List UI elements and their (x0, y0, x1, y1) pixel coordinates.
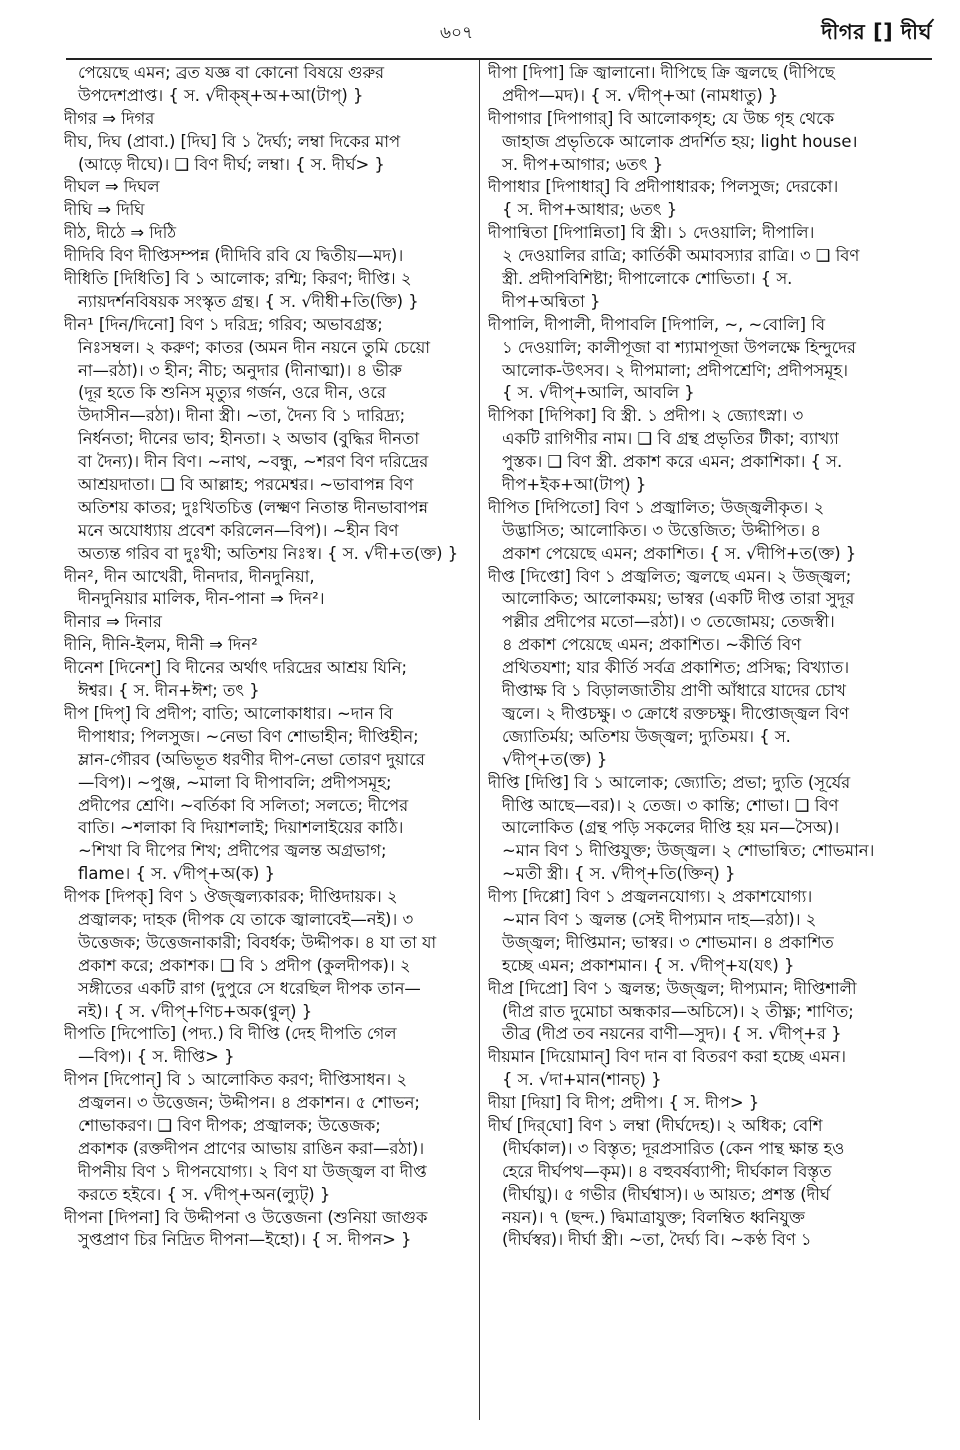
dictionary-entry-line: দীনি, দীনি-ইলম, দীনী ⇒ দিন² (64, 635, 258, 655)
dictionary-entry-line: দীধিতি [দিধিতি] বি ১ আলোক; রশ্মি; কিরণ; দীপ্তি। ২ (64, 269, 412, 289)
dictionary-entry-line: দীনেশ [দিনেশ্] বি দীনের অর্থাৎ দরিদ্রের আশ্রয় যিনি; (64, 658, 408, 678)
header-rule (66, 58, 932, 60)
entry-continuation-line: আলোকিত; আলোকময়; ভাস্বর (একটি দীপ্ত তারা সুদূর (502, 589, 855, 609)
entry-continuation-line: উদাসীন—রঠা)। দীনা স্ত্রী। ~তা, দৈন্য বি ১ দারিদ্র্য; (78, 406, 406, 426)
entry-continuation-line: না—রঠা)। ৩ হীন; নীচ; অনুদার (দীনাত্মা)। ৪ ভীরু (78, 360, 402, 380)
dictionary-entry-line: দীপান্বিতা [দিপান্নিতা] বি স্ত্রী। ১ দেওয়ালি; দীপালি। (488, 223, 815, 243)
entry-continuation-line: প্রজ্বালক; দাহক (দীপক যে তাকে জ্বালাবেই—নই)। ৩ (78, 909, 414, 929)
dictionary-entry-line: দীঘল ⇒ দিঘল (64, 177, 160, 197)
entry-continuation-line: ৪ প্রকাশ পেয়েছে এমন; প্রকাশিত। ~কীর্তি বিণ (502, 635, 802, 655)
guide-words: দীগর [] দীর্ঘ (821, 20, 932, 44)
dictionary-entry-line: দীপ্র [দিপ্রো] বিণ ১ জ্বলন্ত; উজ্জ্বল; দীপ্যমান; দীপ্তিশালী (488, 978, 857, 998)
dictionary-entry-line: দীনার ⇒ দিনার (64, 612, 162, 632)
dictionary-entry-line: দীয়মান [দিয়োমান্] বিণ দান বা বিতরণ করা হচ্ছে এমন। (488, 1047, 846, 1067)
entry-continuation-line: দীপ+অন্বিতা } (502, 291, 601, 311)
left-column (64, 62, 474, 1252)
entry-continuation-line: দীপ্তি আছে—বর)। ২ তেজ। ৩ কান্তি; শোভা। ❑ বিণ (502, 795, 839, 815)
page-number: ৬০৭ (440, 23, 474, 43)
entry-continuation-line: প্রথিতযশা; যার কীর্তি সর্বত্র প্রকাশিত; প্রসিদ্ধ; বিখ্যাত। (502, 658, 850, 678)
entry-continuation-line: √দীপ্+ত(ক্ত) } (502, 749, 608, 769)
entry-continuation-line: উপদেশপ্রাপ্ত। { স. √দীক্ষ্+অ+আ(টাপ্) } (78, 85, 364, 105)
entry-continuation-line: প্রজ্বলন। ৩ উত্তেজন; উদ্দীপন। ৪ প্রকাশন। ৫ শোভন; (78, 1093, 420, 1113)
entry-continuation-line: { স. দীপ+আধার; ৬তৎ } (502, 200, 678, 220)
dictionary-entry-line: দীপতি [দিপোতি] (পদ্য.) বি দীপ্তি (দেহ দীপতি গেল (64, 1024, 397, 1044)
entry-continuation-line: { স. √দীপ্+আলি, আবলি } (502, 383, 695, 403)
entry-continuation-line: উদ্ভাসিত; আলোকিত। ৩ উত্তেজিত; উদ্দীপিত। ৪ (502, 520, 822, 540)
entry-continuation-line: (দূর হতে কি শুনিস মৃত্যুর গর্জন, ওরে দীন, ওরে (78, 383, 386, 403)
entry-continuation-line: নিঃসম্বল। ২ করুণ; কাতর (অমন দীন নয়নে তুমি চেয়ো (78, 337, 431, 357)
entry-continuation-line: প্রদীপ—মদ)। { স. √দীপ্+আ (নামধাতু) } (502, 85, 779, 105)
entry-continuation-line: (দীর্ঘায়ু)। ৫ গভীর (দীর্ঘশ্বাস)। ৬ আয়ত; প্রশস্ত (দীর্ঘ (502, 1184, 831, 1204)
entry-continuation-line: অত্যন্ত গরিব বা দুঃখী; অতিশয় নিঃস্ব। { স. √দী+ত(ক্ত) } (78, 543, 459, 563)
entry-continuation-line: flame। { স. √দীপ্+অ(ক) } (78, 864, 276, 884)
dictionary-entry-line: দীন¹ [দিন/দিনো] বিণ ১ দরিদ্র; গরিব; অভাবগ্রস্ত; (64, 314, 383, 334)
entry-continuation-line: প্রকাশক (রক্তদীপন প্রাণের আভায় রাঙিন করা—রঠা)। (78, 1138, 425, 1158)
dictionary-entry-line: দীদিবি বিণ দীপ্তিসম্পন্ন (দীদিবি রবি যে দ্বিতীয়—মদ)। (64, 246, 404, 266)
entry-continuation-line: দীপ্তাক্ষ বি ১ বিড়ালজাতীয় প্রাণী আঁধারে যাদের চোখ (502, 681, 846, 701)
entry-continuation-line: সুপ্তপ্রাণ চির নিদ্রিত দীপনা—ইহো)। { স. দীপন> } (78, 1230, 412, 1250)
entry-continuation-line: জ্যোতির্ময়; অতিশয় উজ্জ্বল; দ্যুতিময়। { স. (502, 726, 791, 746)
entry-continuation-line: —বিপ)। { স. দীপ্তি> } (78, 1047, 235, 1067)
entry-continuation-line: একটি রাগিণীর নাম। ❑ বি গ্রন্থ প্রভৃতির টীকা; ব্যাখ্যা (502, 429, 839, 449)
entry-continuation-line: ~শিখা বি দীপের শিখ; প্রদীপের জ্বলন্ত অগ্রভাগ; (78, 841, 387, 861)
entry-continuation-line: দীনদুনিয়ার মালিক, দীন-পানা ⇒ দিন²। (78, 589, 325, 609)
entry-continuation-line: দীপাধার; পিলসুজ। ~নেভা বিণ শোভাহীন; দীপ্তিহীন; (78, 726, 419, 746)
dictionary-entry-line: দীপক [দিপক্] বিণ ১ ঔজ্জ্বল্যকারক; দীপ্তিদায়ক। ২ (64, 887, 398, 907)
entry-continuation-line: ~মান বিণ ১ জ্বলন্ত (সেই দীপ্যমান দাহ—রঠা)। ২ (502, 909, 817, 929)
entry-continuation-line: সঙ্গীতের একটি রাগ (দুপুরে সে ধরেছিল দীপক তান— (78, 978, 421, 998)
dictionary-entry-line: দীর্ঘ [দির্‌ঘো] বিণ ১ লম্বা (দীর্ঘদেহ)। ২ অধিক; বেশি (488, 1115, 823, 1135)
entry-continuation-line: ~মান বিণ ১ দীপ্তিযুক্ত; উজ্জ্বল। ২ শোভান্বিত; শোভমান। (502, 841, 875, 861)
dictionary-entry-line: দীপন [দিপোন্] বি ১ আলোকিত করণ; দীপ্তিসাধন। ২ (64, 1070, 408, 1090)
dictionary-entry-line: দীপাগার [দিপাগার্] বি আলোকগৃহ; যে উচ্চ গৃহ থেকে (488, 108, 835, 128)
entry-continuation-line: পুস্তক। ❑ বিণ স্ত্রী. প্রকাশ করে এমন; প্রকাশিকা। { স. (502, 452, 843, 472)
entry-continuation-line: ঈশ্বর। { স. দীন+ঈশ; তৎ } (78, 681, 260, 701)
entry-continuation-line: স্ত্রী. প্রদীপবিশিষ্টা; দীপালোকে শোভিতা। { স. (502, 269, 793, 289)
entry-continuation-line: উত্তেজক; উত্তেজনাকারী; বিবর্ধক; উদ্দীপক। ৪ যা তা যা (78, 932, 437, 952)
entry-continuation-line: অতিশয় কাতর; দুঃখিতচিত্ত (লক্ষ্মণ নিতান্ত দীনভাবাপন্ন (78, 497, 428, 517)
entry-continuation-line: (আড়ে দীঘে)। ❑ বিণ দীর্ঘ; লম্বা। { স. দীর্ঘ> } (78, 154, 385, 174)
entry-continuation-line: —বিপ)। ~পুঞ্জ, ~মালা বি দীপাবলি; প্রদীপসমূহ; (78, 772, 392, 792)
column-divider (479, 60, 480, 1420)
dictionary-entry-line: দীপা [দিপা] ক্রি জ্বালানো। দীপিছে ক্রি জ্বলছে (দীপিছে (488, 63, 835, 82)
entry-continuation-line: পেয়েছে এমন; ব্রত যজ্ঞ বা কোনো বিষয়ে গুরুর (78, 63, 385, 82)
dictionary-entry-line: দীপাধার [দিপাধার্] বি প্রদীপাধারক; পিলসুজ; দেরকো। (488, 177, 839, 197)
dictionary-entry-line: দীঘি ⇒ দিঘি (64, 200, 145, 220)
entry-continuation-line: দীপ+ইক+আ(টাপ্) } (502, 475, 647, 495)
entry-continuation-line: প্রকাশ পেয়েছে এমন; প্রকাশিত। { স. √দীপি+ত(ক্ত) } (502, 543, 857, 563)
dictionary-entry-line: দীগর ⇒ দিগর (64, 108, 155, 128)
entry-continuation-line: হচ্ছে এমন; প্রকাশমান। { স. √দীপ্+য(যৎ) } (502, 955, 795, 975)
entry-continuation-line: বা দৈন্য)। দীন বিণ। ~নাথ, ~বন্ধু, ~শরণ বিণ দরিদ্রের (78, 452, 429, 472)
dictionary-entry-line: দীপ্তি [দিপ্তি] বি ১ আলোক; জ্যোতি; প্রভা; দ্যুতি (সূর্যের (488, 772, 851, 792)
entry-continuation-line: আশ্রয়দাতা। ❑ বি আল্লাহ; পরমেশ্বর। ~ভাবাপন্ন বিণ (78, 475, 414, 495)
entry-continuation-line: হেরে দীর্ঘপথ—কৃম)। ৪ বহুবর্ষব্যাপী; দীর্ঘকাল বিস্তৃত (502, 1161, 832, 1181)
entry-continuation-line: নির্ধনতা; দীনের ভাব; হীনতা। ২ অভাব (বুদ্ধির দীনতা (78, 429, 420, 449)
entry-continuation-line: মনে অযোধ্যায় প্রবেশ করিলেন—বিপ)। ~হীন বিণ (78, 520, 399, 540)
entry-continuation-line: শোভাকরণ। ❑ বিণ দীপক; প্রজ্বালক; উত্তেজক; (78, 1115, 381, 1135)
dictionary-entry-line: দীঘ, দিঘ (প্রাবা.) [দিঘ] বি ১ দৈর্ঘ্য; লম্বা দিকের মাপ (64, 131, 401, 151)
dictionary-entry-line: দীপ্ত [দিপ্তো] বিণ ১ প্রজ্বলিত; জ্বলছে এমন। ২ উজ্জ্বল; (488, 566, 852, 586)
entry-continuation-line: নই)। { স. √দীপ্+ণিচ+অক(ণ্বুল্) } (78, 1001, 313, 1021)
entry-continuation-line: স. দীপ+আগার; ৬তৎ } (502, 154, 664, 174)
entry-continuation-line: করতে হইবে। { স. √দীপ্+অন(ল্যুট্) } (78, 1184, 331, 1204)
entry-continuation-line: ম্লান-গৌরব (অভিভূত ধরণীর দীপ-নেভা তোরণ দুয়ারে (78, 749, 425, 769)
entry-continuation-line: নয়ন)। ৭ (ছন্দ.) দ্বিমাত্রাযুক্ত; বিলম্বিত ধ্বনিযুক্ত (502, 1207, 805, 1227)
entry-continuation-line: আলোকিত (গ্রন্থ পড়ি সকলের দীপ্তি হয় মন—সৈঅ)। (502, 818, 840, 838)
entry-continuation-line: (দীর্ঘস্বর)। দীর্ঘা স্ত্রী। ~তা, দৈর্ঘ্য বি। ~কণ্ঠ বিণ ১ (502, 1230, 812, 1250)
dictionary-entry-line: দীপনা [দিপনা] বি উদ্দীপনা ও উত্তেজনা (শুনিয়া জাগুক (64, 1207, 428, 1227)
dictionary-entry-line: দীপিকা [দিপিকা] বি স্ত্রী. ১ প্রদীপ। ২ জ্যোৎস্না। ৩ (488, 406, 804, 426)
entry-continuation-line: তীব্র (দীপ্র তব নয়নের বাণী—সুদ)। { স. √দীপ্+র } (502, 1024, 842, 1044)
entry-continuation-line: বাতি। ~শলাকা বি দিয়াশলাই; দিয়াশলাইয়ের কাঠি। (78, 818, 404, 838)
entry-continuation-line: জ্বলে। ২ দীপ্তচক্ষু। ৩ ক্রোধে রক্তচক্ষু। দীপ্তোজ্জ্বল বিণ (502, 703, 849, 723)
dictionary-entry-line: দীপালি, দীপালী, দীপাবলি [দিপালি, ~, ~বোলি] বি (488, 314, 826, 334)
entry-continuation-line: দীপনীয় বিণ ১ দীপনযোগ্য। ২ বিণ যা উজ্জ্বল বা দীপ্ত (78, 1161, 427, 1181)
dictionary-entry-line: দীপিত [দিপিতো] বিণ ১ প্রজ্বালিত; উজ্জ্বলীকৃত। ২ (488, 497, 825, 517)
entry-continuation-line: ১ দেওয়ালি; কালীপূজা বা শ্যামাপূজা উপলক্ষে হিন্দুদের (502, 337, 856, 357)
entry-continuation-line: পল্লীর প্রদীপের মতো—রঠা)। ৩ তেজোময়; তেজস্বী। (502, 612, 835, 632)
entry-continuation-line: আলোক-উৎসব। ২ দীপমালা; প্রদীপশ্রেণি; প্রদীপসমূহ। (502, 360, 849, 380)
entry-continuation-line: (দীর্ঘকাল)। ৩ বিস্তৃত; দূরপ্রসারিত (কেন পান্থ ক্ষান্ত হও (502, 1138, 845, 1158)
entry-continuation-line: (দীপ্র রাত দুমোচা অন্ধকার—অচিসে)। ২ তীক্ষ্ণ; শাণিত; (502, 1001, 854, 1021)
entry-continuation-line: ২ দেওয়ালির রাত্রি; কার্তিকী অমাবস্যার রাত্রি। ৩ ❑ বিণ (502, 246, 860, 266)
entry-continuation-line: উজ্জ্বল; দীপ্তিমান; ভাস্বর। ৩ শোভমান। ৪ প্রকাশিত (502, 932, 834, 952)
dictionary-entry-line: দীপ [দিপ্] বি প্রদীপ; বাতি; আলোকাধার। ~দান বি (64, 703, 393, 723)
dictionary-entry-line: দীয়া [দিয়া] বি দীপ; প্রদীপ। { স. দীপ> } (488, 1093, 760, 1113)
dictionary-entry-line: দীপ্য [দিপ্পো] বিণ ১ প্রজ্বলনযোগ্য। ২ প্রকাশযোগ্য। (488, 887, 813, 907)
dictionary-entry-line: দীন², দীন আখেরী, দীনদার, দীনদুনিয়া, (64, 566, 315, 586)
entry-continuation-line: { স. √দা+মান(শানচ্) } (502, 1070, 662, 1090)
dictionary-entry-line: দীঠ, দীঠে ⇒ দিঠি (64, 223, 177, 243)
right-column (488, 62, 930, 1252)
entry-continuation-line: প্রদীপের শ্রেণি। ~বর্তিকা বি সলিতা; সলতে; দীপের (78, 795, 409, 815)
entry-continuation-line: ~মতী স্ত্রী। { স. √দীপ্+তি(ক্তিন্) } (502, 864, 736, 884)
entry-continuation-line: প্রকাশ করে; প্রকাশক। ❑ বি ১ প্রদীপ (কুলদীপক)। ২ (78, 955, 411, 975)
entry-continuation-line: ন্যায়দর্শনবিষয়ক সংস্কৃত গ্রন্থ। { স. √দীধী+তি(ক্তি) } (78, 291, 419, 311)
entry-continuation-line: জাহাজ প্রভৃতিকে আলোক প্রদর্শিত হয়; light house। (502, 131, 858, 151)
